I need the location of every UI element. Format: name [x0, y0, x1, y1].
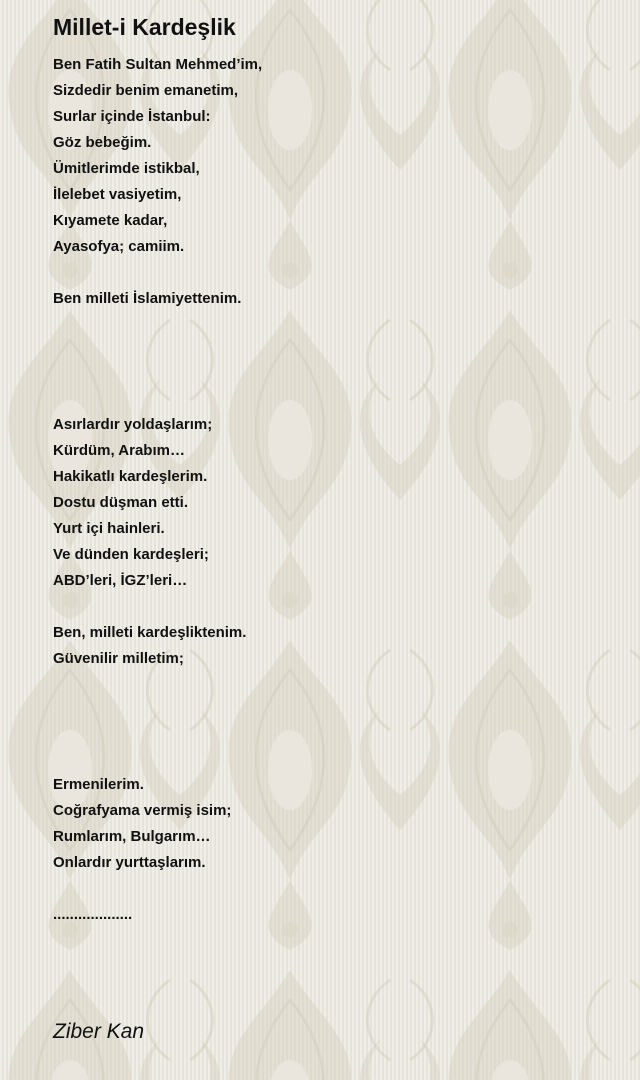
poem-line: Sizdedir benim emanetim, [53, 82, 239, 99]
poem-line: Ermenilerim. [53, 776, 144, 793]
poem-line: Rumlarım, Bulgarım… [53, 828, 211, 845]
poem-line: Ben Fatih Sultan Mehmed’im, [53, 56, 263, 73]
poem-line: Onlardır yurttaşlarım. [53, 854, 206, 871]
poem-line: Dostu düşman etti. [53, 494, 189, 511]
poem-line: Göz bebeğim. [53, 134, 152, 151]
poem-line: Ayasofya; camiim. [53, 238, 185, 255]
poem-line: Yurt içi hainleri. [53, 520, 165, 537]
poem-line: Coğrafyama vermiş isim; [53, 802, 232, 819]
poem-line: Ve dünden kardeşleri; [53, 546, 209, 563]
poem-line: Kürdüm, Arabım… [53, 442, 185, 459]
poem-line: Güvenilir milletim; [53, 650, 184, 667]
poem-ellipsis: ................... [53, 906, 133, 923]
poem-line: Surlar içinde İstanbul: [53, 108, 211, 125]
poem-line: İlelebet vasiyetim, [53, 186, 182, 203]
poem-author: Ziber Kan [53, 1020, 145, 1043]
poem-line: Ümitlerimde istikbal, [53, 160, 200, 177]
poem-line: Asırlardır yoldaşlarım; [53, 416, 213, 433]
poem-line: Kıyamete kadar, [53, 212, 168, 229]
poem-line: Hakikatlı kardeşlerim. [53, 468, 208, 485]
poem-title: Millet-i Kardeşlik [53, 14, 236, 40]
poem-line: Ben milleti İslamiyettenim. [53, 290, 242, 307]
poem-line: Ben, milleti kardeşliktenim. [53, 624, 247, 641]
poem-line: ABD’leri, İGZ’leri… [53, 572, 188, 589]
